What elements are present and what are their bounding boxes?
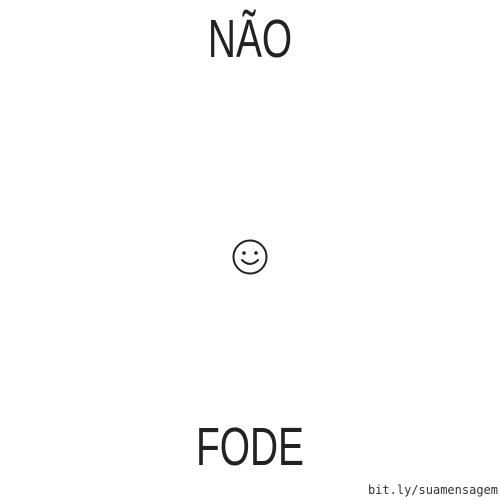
credit-link: bit.ly/suamensagem: [367, 483, 498, 497]
top-text: NÃO: [207, 9, 293, 69]
bottom-text: FODE: [195, 417, 304, 477]
smiley-face-icon: [230, 237, 270, 277]
